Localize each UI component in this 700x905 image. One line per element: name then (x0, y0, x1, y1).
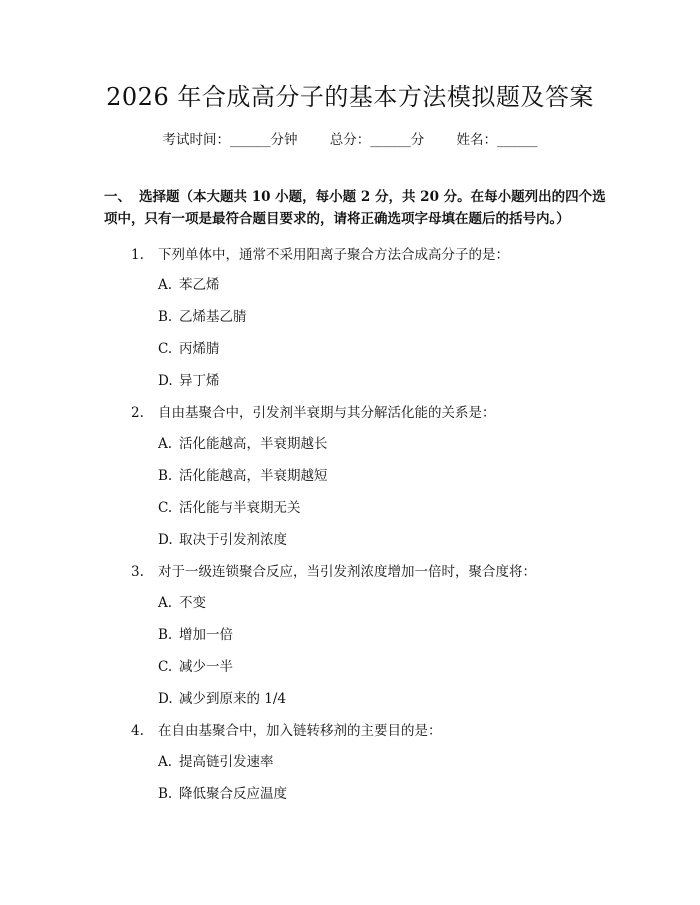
option-letter: A. (158, 277, 173, 293)
exam-info-line (0, 130, 700, 150)
section-number: 一、 (104, 189, 131, 205)
option-text: 异丁烯 (179, 373, 220, 389)
student-name-field: 姓名：______ (456, 132, 538, 148)
option-letter: B. (158, 468, 173, 484)
option-letter: B. (158, 309, 173, 325)
option-text: 减少一半 (179, 659, 233, 675)
question-number: 3. (131, 564, 144, 580)
option-text: 活化能与半衰期无关 (179, 500, 301, 516)
option-text: 不变 (179, 595, 206, 611)
question-1-option-c (158, 339, 618, 359)
option-letter: C. (158, 659, 173, 675)
option-letter: B. (158, 786, 173, 802)
option-text: 降低聚合反应温度 (179, 786, 287, 802)
question-text: 自由基聚合中，引发剂半衰期与其分解活化能的关系是： (158, 405, 496, 421)
section-heading-line-1 (104, 186, 624, 208)
section-heading-line-2: 项中，只有一项是最符合题目要求的，请将正确选项字母填在题后的括号内。） (104, 211, 570, 227)
option-letter: C. (158, 341, 173, 357)
question-3-option-c (158, 657, 618, 677)
question-1-option-b (158, 307, 618, 327)
option-letter: A. (158, 436, 173, 452)
question-1 (131, 245, 631, 265)
option-text: 提高链引发速率 (179, 754, 274, 770)
question-4 (131, 721, 631, 741)
question-3 (131, 562, 631, 582)
question-2 (131, 403, 631, 423)
page-title: 2026 年合成高分子的基本方法模拟题及答案 (106, 83, 594, 111)
question-text: 对于一级连锁聚合反应，当引发剂浓度增加一倍时，聚合度将： (158, 564, 536, 580)
question-3-option-b (158, 625, 618, 645)
option-text: 取决于引发剂浓度 (179, 532, 287, 548)
option-letter: A. (158, 754, 173, 770)
question-text: 下列单体中，通常不采用阳离子聚合方法合成高分子的是： (158, 247, 509, 263)
option-text: 丙烯腈 (179, 341, 220, 357)
question-3-option-a (158, 593, 618, 613)
option-letter: D. (158, 373, 173, 389)
question-1-option-d (158, 371, 618, 391)
question-number: 4. (131, 723, 144, 739)
section-heading-text-1: 选择题（本大题共 10 小题，每小题 2 分，共 20 分。在每小题列出的四个选 (139, 189, 606, 205)
option-letter: D. (158, 532, 173, 548)
option-letter: D. (158, 691, 173, 707)
question-2-option-d (158, 530, 618, 550)
question-4-option-b (158, 784, 618, 804)
option-text: 减少到原来的 1/4 (179, 691, 287, 707)
question-4-option-a (158, 752, 618, 772)
question-3-option-d (158, 689, 618, 709)
option-text: 活化能越高，半衰期越短 (179, 468, 328, 484)
total-score-field: 总分：______分 (329, 132, 425, 148)
option-letter: B. (158, 627, 173, 643)
question-2-option-b (158, 466, 618, 486)
question-number: 2. (131, 405, 144, 421)
option-text: 苯乙烯 (179, 277, 220, 293)
option-text: 活化能越高，半衰期越长 (179, 436, 328, 452)
question-number: 1. (131, 247, 144, 263)
option-letter: C. (158, 500, 173, 516)
section-heading (104, 186, 624, 230)
question-text: 在自由基聚合中，加入链转移剂的主要目的是： (158, 723, 442, 739)
option-text: 乙烯基乙腈 (179, 309, 247, 325)
option-letter: A. (158, 595, 173, 611)
question-2-option-a (158, 434, 618, 454)
question-1-option-a (158, 275, 618, 295)
question-2-option-c (158, 498, 618, 518)
exam-time-field: 考试时间：______分钟 (162, 132, 298, 148)
option-text: 增加一倍 (179, 627, 233, 643)
